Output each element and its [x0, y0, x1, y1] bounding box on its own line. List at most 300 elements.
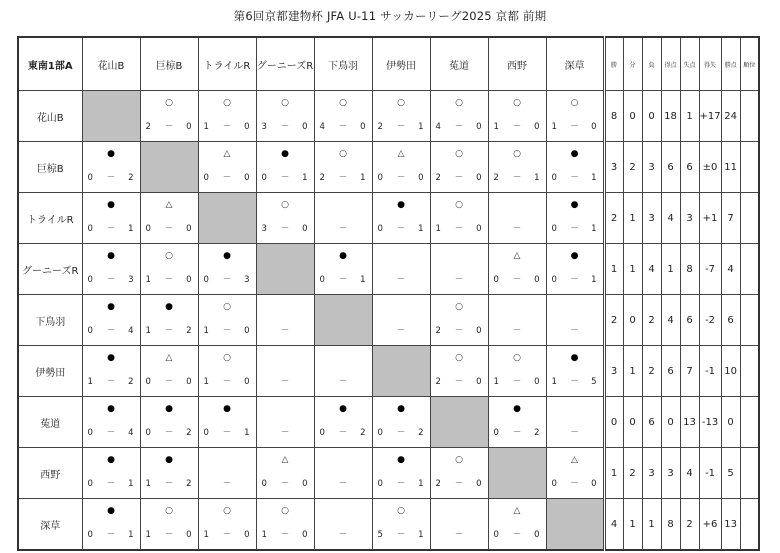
match-result-cell	[140, 346, 198, 397]
score-dash: －	[454, 173, 464, 183]
goals-against: 1	[360, 173, 366, 183]
result-mark: ○	[455, 149, 463, 159]
goals-for: 0	[87, 275, 93, 285]
match-result-cell	[488, 244, 546, 295]
score-dash: －	[512, 326, 522, 336]
goals-against: 5	[591, 377, 597, 387]
page-title: 第6回京都建物杯 JFA U-11 サッカーリーグ2025 京都 前期	[233, 9, 547, 23]
result-mark: △	[165, 353, 173, 363]
match-result-cell	[546, 91, 604, 142]
stat-label: 得点	[664, 61, 677, 69]
result-mark: ○	[455, 200, 463, 210]
stat-value: 3	[610, 365, 618, 377]
stat-value: -1	[705, 365, 716, 377]
result-mark: ○	[281, 98, 289, 108]
stat-value: 1	[629, 212, 636, 224]
stat-cell	[721, 142, 740, 193]
goals-against: 3	[128, 275, 134, 285]
goals-against: 4	[128, 428, 134, 438]
match-result-cell	[314, 244, 372, 295]
goals-for: 0	[319, 275, 325, 285]
score-dash: －	[454, 377, 464, 387]
result-mark: ○	[455, 455, 463, 465]
goals-for: 0	[145, 428, 151, 438]
stat-value: 4	[648, 263, 655, 275]
stat-value: +6	[702, 518, 718, 530]
goals-for: 0	[377, 428, 383, 438]
goals-against: 1	[591, 275, 597, 285]
goals-for: 3	[261, 224, 267, 234]
match-result-cell	[140, 193, 198, 244]
stat-cell	[661, 346, 680, 397]
stat-value: 2	[629, 467, 636, 479]
result-mark: ●	[223, 251, 231, 261]
stat-value: 11	[724, 161, 737, 173]
goals-against: 1	[418, 479, 424, 489]
match-result-cell	[82, 193, 140, 244]
match-result-cell	[546, 244, 604, 295]
stat-cell	[604, 91, 623, 142]
table-row	[18, 142, 759, 193]
score-dash: －	[512, 173, 522, 183]
stat-value: 4	[727, 263, 734, 275]
stat-value: 1	[610, 467, 618, 479]
result-mark: ●	[107, 251, 115, 261]
match-result-cell	[430, 193, 488, 244]
score-dash: －	[222, 530, 232, 540]
score-dash: －	[222, 173, 232, 183]
result-mark: ○	[165, 506, 173, 516]
stat-value: -1	[705, 467, 716, 479]
result-mark: ●	[107, 302, 115, 312]
match-result-cell	[140, 499, 198, 551]
goals-for: 1	[145, 479, 151, 489]
goals-for: 1	[145, 326, 151, 336]
goals-against: 0	[591, 479, 597, 489]
score-dash: －	[280, 224, 290, 234]
team-name: 花山B	[36, 112, 64, 124]
stat-value: 0	[667, 416, 674, 428]
stat-value: ±0	[702, 161, 718, 173]
goals-for: 1	[261, 530, 267, 540]
goals-for: 0	[87, 173, 93, 183]
self-match-cell	[140, 142, 198, 193]
score-dash: －	[512, 428, 522, 438]
goals-for: 0	[145, 377, 151, 387]
stat-cell	[699, 295, 721, 346]
goals-for: 5	[377, 530, 383, 540]
match-result-cell	[372, 295, 430, 346]
score-dash: －	[338, 173, 348, 183]
result-mark: ○	[281, 200, 289, 210]
stat-label: 失点	[683, 61, 696, 69]
stat-label: 分	[629, 61, 636, 69]
goals-for: 1	[551, 377, 557, 387]
score-dash: －	[570, 428, 579, 438]
goals-against: 0	[534, 275, 540, 285]
match-result-cell	[140, 91, 198, 142]
stat-value: 6	[727, 314, 734, 326]
stat-cell	[680, 499, 699, 551]
goals-against: 0	[476, 479, 482, 489]
stat-value	[741, 448, 759, 498]
match-result-cell	[140, 244, 198, 295]
stat-value: 5	[727, 467, 734, 479]
stat-cell	[680, 295, 699, 346]
stat-value: 7	[686, 365, 693, 377]
stat-value: 4	[667, 212, 674, 224]
goals-against: 0	[534, 377, 540, 387]
match-result-cell	[314, 346, 372, 397]
team-name: 下鳥羽	[328, 60, 358, 72]
score-dash: －	[222, 122, 232, 132]
result-mark: ○	[223, 506, 231, 516]
stat-cell	[604, 244, 623, 295]
goals-against: 2	[128, 377, 134, 387]
match-result-cell	[372, 142, 430, 193]
team-name: 伊勢田	[35, 367, 66, 379]
match-result-cell	[488, 499, 546, 551]
column-header-team	[82, 37, 140, 91]
group-name: 東南1部A	[27, 60, 73, 72]
result-mark: △	[165, 200, 173, 210]
match-result-cell	[256, 346, 314, 397]
stat-cell	[642, 91, 661, 142]
score-dash: －	[280, 173, 290, 183]
goals-against: 2	[186, 428, 192, 438]
stat-value: 3	[686, 212, 693, 224]
stat-cell	[680, 142, 699, 193]
team-name: 菟道	[40, 418, 61, 430]
stat-label: 勝	[610, 61, 617, 69]
corner-header	[18, 37, 82, 91]
stat-value: 1	[667, 263, 674, 275]
stat-cell	[623, 397, 642, 448]
score-dash: －	[164, 122, 174, 132]
goals-for: 2	[493, 173, 499, 183]
stat-value: 13	[683, 416, 696, 428]
stat-value: 2	[648, 365, 655, 377]
score-dash: －	[164, 479, 174, 489]
goals-for: 1	[145, 530, 151, 540]
goals-for: 2	[435, 479, 441, 489]
stat-value: 3	[648, 161, 655, 173]
match-result-cell	[546, 346, 604, 397]
goals-for: 0	[87, 479, 93, 489]
stat-cell	[740, 142, 759, 193]
score-dash: －	[396, 122, 406, 132]
team-name: 深草	[564, 60, 585, 72]
score-dash: －	[338, 122, 348, 132]
match-result-cell	[82, 499, 140, 551]
match-result-cell	[372, 448, 430, 499]
stat-cell	[740, 499, 759, 551]
goals-against: 0	[302, 530, 308, 540]
stat-cell	[740, 295, 759, 346]
stat-cell	[721, 295, 740, 346]
goals-for: 0	[551, 479, 557, 489]
goals-against: 0	[244, 326, 250, 336]
stat-cell	[642, 244, 661, 295]
score-dash: －	[280, 530, 290, 540]
score-dash: －	[280, 377, 290, 387]
match-result-cell	[198, 91, 256, 142]
stat-value: 1	[686, 110, 693, 122]
score-dash: －	[164, 224, 174, 234]
result-mark: ○	[165, 98, 173, 108]
table-row	[18, 193, 759, 244]
column-header-stat	[680, 37, 699, 91]
score-dash: －	[338, 377, 348, 387]
score-dash: －	[106, 377, 116, 387]
self-match-cell	[430, 397, 488, 448]
match-result-cell	[198, 142, 256, 193]
score-dash: －	[164, 428, 174, 438]
goals-for: 2	[319, 173, 325, 183]
goals-against: 0	[186, 275, 192, 285]
column-header-team	[256, 37, 314, 91]
score-dash: －	[106, 173, 116, 183]
match-result-cell	[256, 397, 314, 448]
score-dash: －	[454, 122, 464, 132]
goals-for: 0	[87, 428, 93, 438]
column-header-stat	[740, 37, 759, 91]
column-header-team	[488, 37, 546, 91]
goals-for: 2	[145, 122, 151, 132]
goals-against: 0	[244, 377, 250, 387]
table-row	[18, 499, 759, 551]
goals-against: 2	[360, 428, 366, 438]
team-name: 下鳥羽	[35, 316, 66, 328]
stat-cell	[623, 346, 642, 397]
score-dash: －	[164, 530, 174, 540]
team-name: 菟道	[449, 60, 469, 72]
table-row	[18, 244, 759, 295]
goals-against: 0	[302, 479, 308, 489]
score-dash: －	[338, 224, 348, 234]
goals-against: 0	[302, 122, 308, 132]
score-dash: －	[106, 224, 116, 234]
stat-cell	[721, 193, 740, 244]
self-match-cell	[372, 346, 430, 397]
stat-cell	[661, 295, 680, 346]
match-result-cell	[198, 499, 256, 551]
score-dash: －	[396, 479, 406, 489]
goals-for: 0	[377, 173, 383, 183]
score-dash: －	[106, 326, 116, 336]
match-result-cell	[488, 397, 546, 448]
stat-cell	[604, 499, 623, 551]
goals-against: 0	[186, 122, 192, 132]
stat-cell	[740, 244, 759, 295]
row-header-team	[18, 91, 82, 142]
stat-cell	[623, 91, 642, 142]
row-header-team	[18, 142, 82, 193]
stat-cell	[680, 448, 699, 499]
score-dash: －	[454, 326, 464, 336]
stat-value: 6	[686, 161, 693, 173]
score-dash: －	[106, 428, 116, 438]
goals-against: 0	[186, 377, 192, 387]
goals-against: 0	[418, 173, 424, 183]
result-mark: ●	[165, 302, 173, 312]
score-dash: －	[164, 377, 174, 387]
score-dash: －	[106, 275, 116, 285]
match-result-cell	[140, 448, 198, 499]
match-result-cell	[488, 91, 546, 142]
stat-value: 24	[724, 110, 737, 122]
goals-against: 4	[128, 326, 134, 336]
stat-cell	[623, 193, 642, 244]
stat-cell	[642, 193, 661, 244]
stat-value: 3	[610, 161, 618, 173]
stat-value: 0	[610, 416, 618, 428]
result-mark: ○	[165, 251, 173, 261]
stat-value: +1	[702, 212, 718, 224]
result-mark: ●	[339, 404, 347, 414]
score-dash: －	[570, 224, 579, 234]
column-header-stat	[604, 37, 623, 91]
stat-value: 0	[629, 416, 636, 428]
goals-against: 1	[128, 224, 134, 234]
goals-against: 1	[302, 173, 308, 183]
goals-for: 2	[435, 173, 441, 183]
goals-against: 0	[360, 122, 366, 132]
match-result-cell	[372, 244, 430, 295]
stat-cell	[740, 397, 759, 448]
match-result-cell	[430, 91, 488, 142]
stat-cell	[740, 346, 759, 397]
column-header-stat	[699, 37, 721, 91]
self-match-cell	[546, 499, 604, 551]
stat-cell	[661, 193, 680, 244]
goals-against: 0	[302, 224, 308, 234]
row-header-team	[18, 346, 82, 397]
stat-cell	[721, 448, 740, 499]
score-dash: －	[512, 224, 522, 234]
self-match-cell	[314, 295, 372, 346]
stat-value	[741, 397, 759, 447]
goals-against: 0	[534, 530, 540, 540]
self-match-cell	[198, 193, 256, 244]
match-result-cell	[430, 142, 488, 193]
table-row	[18, 91, 759, 142]
team-name: 深草	[40, 520, 61, 532]
team-name: 巨椋B	[155, 60, 183, 72]
goals-for: 1	[145, 275, 151, 285]
match-result-cell	[256, 499, 314, 551]
match-result-cell	[82, 244, 140, 295]
stat-cell	[699, 91, 721, 142]
goals-against: 0	[186, 224, 192, 234]
league-table	[17, 36, 760, 551]
stat-value: 7	[727, 212, 734, 224]
goals-against: 0	[476, 122, 482, 132]
match-result-cell	[546, 193, 604, 244]
goals-for: 0	[87, 530, 93, 540]
header-row	[18, 37, 759, 91]
column-header-team	[372, 37, 430, 91]
score-dash: －	[106, 479, 116, 489]
stat-cell	[699, 193, 721, 244]
stat-value: 2	[629, 161, 636, 173]
goals-against: 2	[186, 479, 192, 489]
goals-for: 0	[493, 275, 499, 285]
stat-cell	[721, 346, 740, 397]
score-dash: －	[222, 479, 232, 489]
match-result-cell	[82, 346, 140, 397]
goals-against: 2	[418, 428, 424, 438]
score-dash: －	[164, 326, 174, 336]
stat-cell	[680, 397, 699, 448]
score-dash: －	[338, 479, 348, 489]
row-header-team	[18, 193, 82, 244]
stat-cell	[661, 142, 680, 193]
result-mark: ●	[397, 455, 405, 465]
score-dash: －	[338, 530, 348, 540]
result-mark: ○	[455, 302, 463, 312]
stat-value: 4	[686, 467, 693, 479]
stat-cell	[623, 244, 642, 295]
goals-for: 1	[203, 377, 209, 387]
goals-against: 1	[418, 122, 424, 132]
goals-against: 0	[476, 224, 482, 234]
stat-cell	[721, 244, 740, 295]
stat-cell	[642, 448, 661, 499]
result-mark: △	[281, 455, 289, 465]
result-mark: ○	[397, 506, 405, 516]
goals-for: 0	[87, 326, 93, 336]
stat-value: 6	[686, 314, 693, 326]
score-dash: －	[280, 326, 290, 336]
goals-for: 4	[319, 122, 325, 132]
match-result-cell	[256, 142, 314, 193]
goals-for: 2	[435, 326, 441, 336]
stat-cell	[623, 142, 642, 193]
match-result-cell	[198, 397, 256, 448]
goals-for: 0	[87, 224, 93, 234]
goals-for: 1	[203, 530, 209, 540]
goals-for: 0	[493, 428, 499, 438]
result-mark: △	[223, 149, 231, 159]
stat-value: 4	[667, 314, 674, 326]
result-mark: ○	[223, 98, 231, 108]
score-dash: －	[454, 530, 464, 540]
stat-cell	[623, 448, 642, 499]
goals-for: 0	[203, 173, 209, 183]
stat-value: 2	[686, 518, 693, 530]
score-dash: －	[396, 224, 406, 234]
stat-cell	[740, 448, 759, 499]
goals-for: 0	[551, 173, 557, 183]
goals-for: 1	[435, 224, 441, 234]
stat-cell	[623, 499, 642, 551]
score-dash: －	[222, 428, 232, 438]
team-name: トライルR	[203, 60, 251, 72]
match-result-cell	[314, 499, 372, 551]
row-header-team	[18, 244, 82, 295]
goals-against: 0	[186, 530, 192, 540]
result-mark: ●	[107, 200, 115, 210]
stat-value: 1	[648, 518, 655, 530]
column-header-stat	[721, 37, 740, 91]
goals-against: 2	[128, 173, 134, 183]
match-result-cell	[430, 448, 488, 499]
goals-against: 1	[244, 428, 250, 438]
column-header-team	[314, 37, 372, 91]
stat-cell	[699, 346, 721, 397]
goals-for: 1	[87, 377, 93, 387]
